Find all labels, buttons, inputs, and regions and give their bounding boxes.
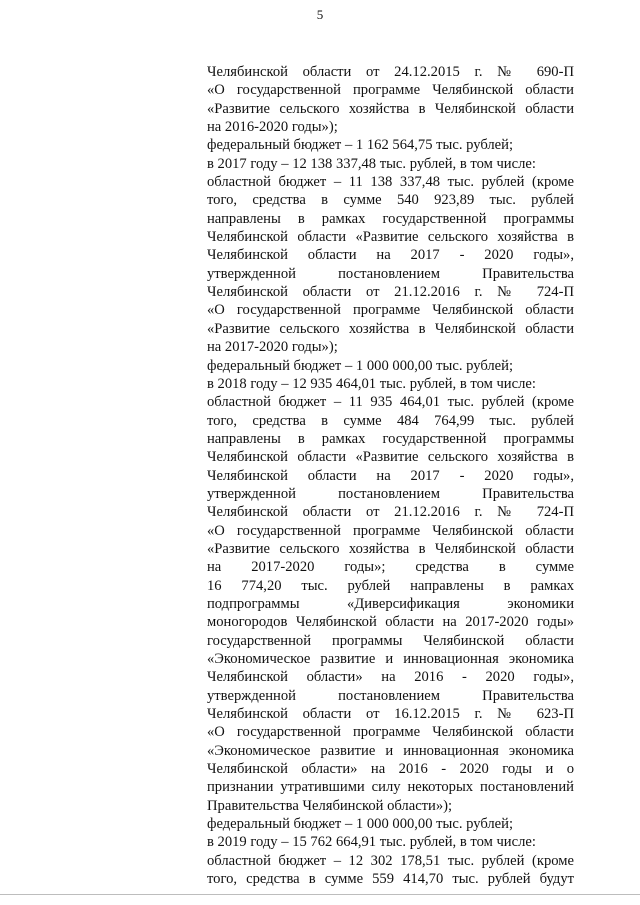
text-line: признании утратившими силу некоторых постановлений	[207, 779, 574, 796]
text-line: Челябинской области «Развитие сельского хозяйства в	[207, 229, 574, 246]
text-line: в 2018 году – 12 935 464,01 тыс. рублей, в том числе:	[207, 375, 536, 392]
text-line: того, средства в сумме 540 923,89 тыс. рублей	[207, 192, 574, 209]
text-line: на 2017-2020 годы»);	[207, 339, 338, 356]
text-line: Челябинской области» на 2016 - 2020 годы»,	[207, 669, 574, 686]
text-line: Челябинской области от 24.12.2015 г. № 690-П	[207, 64, 574, 80]
text-line: в 2019 году – 15 762 664,91 тыс. рублей, в том числе:	[207, 834, 536, 851]
page-number: 5	[316, 7, 324, 22]
text-line: «О государственной программе Челябинской области	[207, 302, 574, 319]
text-line: того, средства в сумме 484 764,99 тыс. рублей	[207, 412, 574, 429]
text-line: Челябинской области от 21.12.2016 г. № 724-П	[207, 284, 574, 301]
text-line: на 2016-2020 годы»);	[207, 119, 338, 136]
text-line: «Развитие сельского хозяйства в Челябинской области	[207, 100, 574, 117]
text-line: утвержденной постановлением Правительства	[207, 485, 574, 502]
text-line: федеральный бюджет – 1 162 564,75 тыс. рублей;	[207, 137, 514, 154]
text-line: Челябинской области «Развитие сельского хозяйства в	[207, 449, 574, 466]
text-line: того, средства в сумме 559 414,70 тыс. рублей будут	[207, 871, 574, 888]
text-line: направлены в рамках государственной программы	[207, 210, 574, 227]
text-line: «Развитие сельского хозяйства в Челябинской области	[207, 540, 574, 557]
text-line: «О государственной программе Челябинской области	[207, 82, 574, 99]
text-line: 16 774,20 тыс. рублей направлены в рамках	[207, 577, 574, 594]
text-line: Челябинской области на 2017 - 2020 годы»,	[207, 247, 574, 264]
text-line: Челябинской области» на 2016 - 2020 годы и о	[207, 761, 574, 778]
text-line: в 2017 году – 12 138 337,48 тыс. рублей, в том числе:	[207, 155, 536, 172]
text-line: областной бюджет – 11 935 464,01 тыс. рублей (кроме	[207, 394, 574, 411]
text-line: «Экономическое развитие и инновационная экономика	[207, 651, 574, 667]
text-line: государственной программы Челябинской области	[207, 632, 574, 649]
text-line: Правительства Челябинской области»);	[207, 797, 453, 814]
text-line: утвержденной постановлением Правительства	[207, 687, 574, 704]
text-line: «О государственной программе Челябинской области	[207, 522, 574, 539]
text-line: утвержденной постановлением Правительства	[207, 265, 574, 282]
text-line: «О государственной программе Челябинской области	[207, 724, 574, 741]
text-line: федеральный бюджет – 1 000 000,00 тыс. рублей;	[207, 816, 514, 833]
text-line: федеральный бюджет – 1 000 000,00 тыс. рублей;	[207, 357, 514, 374]
text-line: «Экономическое развитие и инновационная экономика	[207, 742, 574, 759]
text-line: Челябинской области на 2017 - 2020 годы»,	[207, 467, 574, 484]
text-line: направлены в рамках государственной программы	[207, 430, 574, 447]
text-line: областной бюджет – 11 138 337,48 тыс. рублей (кроме	[207, 174, 574, 191]
text-line: на 2017-2020 годы»; средства в сумме	[207, 559, 574, 576]
page-bottom-divider	[0, 894, 640, 895]
text-line: Челябинской области от 16.12.2015 г. № 623-П	[207, 706, 574, 723]
document-body	[207, 63, 574, 888]
text-line: «Развитие сельского хозяйства в Челябинской области	[207, 320, 574, 337]
text-line: моногородов Челябинской области на 2017-2020 годы»	[207, 614, 574, 631]
text-line: Челябинской области от 21.12.2016 г. № 724-П	[207, 504, 574, 521]
text-line: областной бюджет – 12 302 178,51 тыс. рублей (кроме	[207, 852, 574, 869]
text-line: подпрограммы «Диверсификация экономики	[207, 595, 574, 612]
